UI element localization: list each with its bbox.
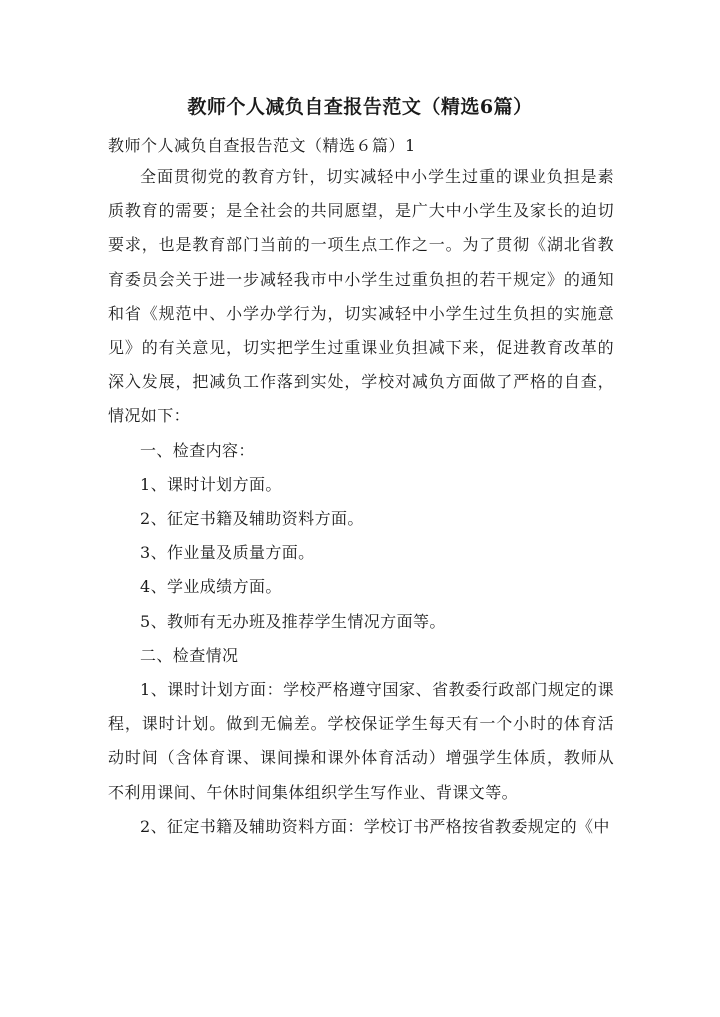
document-title: 教师个人减负自查报告范文（精选6篇） [187,96,533,118]
document-subtitle: 教师个人减负自查报告范文（精选６篇）1 [108,136,416,155]
document-body [108,160,614,844]
list-item: 2、征定书籍及辅助资料方面。 [140,509,364,529]
paragraph-books: 2、征定书籍及辅助资料方面：学校订书严格按省教委规定的《中 [140,816,610,836]
list-item: 1、课时计划方面。 [140,474,282,494]
list-item: 4、学业成绩方面。 [140,577,282,597]
section-heading-check-content: 一、检查内容： [140,440,255,460]
section-heading-check-status: 二、检查情况 [140,645,239,665]
paragraph-intro: 全面贯彻党的教育方针，切实减轻中小学生过重的课业负担是素质教育的需要；是全社会的共同愿望，是广大中小学生及家长的迫切要求，也是教育部门当前的一项生点工作之一。为了贯彻《湖北省教育委员会关于进一步减轻我市中小学生过重负担的若干规定》的通知和省《规范中、小学办学行为，切实减轻中小学生过生负担的实施意见》的有关意见，切实把学生过重课业负担减下来，促进教育改革的深入发展，把减负工作落到实处，学校对减负方面做了严格的自查，情况如下： [108,167,614,426]
paragraph-course-plan: 1、课时计划方面：学校严格遵守国家、省教委行政部门规定的课程，课时计划。做到无偏差。学校保证学生每天有一个小时的体育活动时间（含体育课、课间操和课外体育活动）增强学生体质，教师从不利用课间、午休时间集体组织学生写作业、背课文等。 [108,680,614,802]
list-item: 3、作业量及质量方面。 [140,543,315,563]
list-item: 5、教师有无办班及推荐学生情况方面等。 [140,611,446,631]
